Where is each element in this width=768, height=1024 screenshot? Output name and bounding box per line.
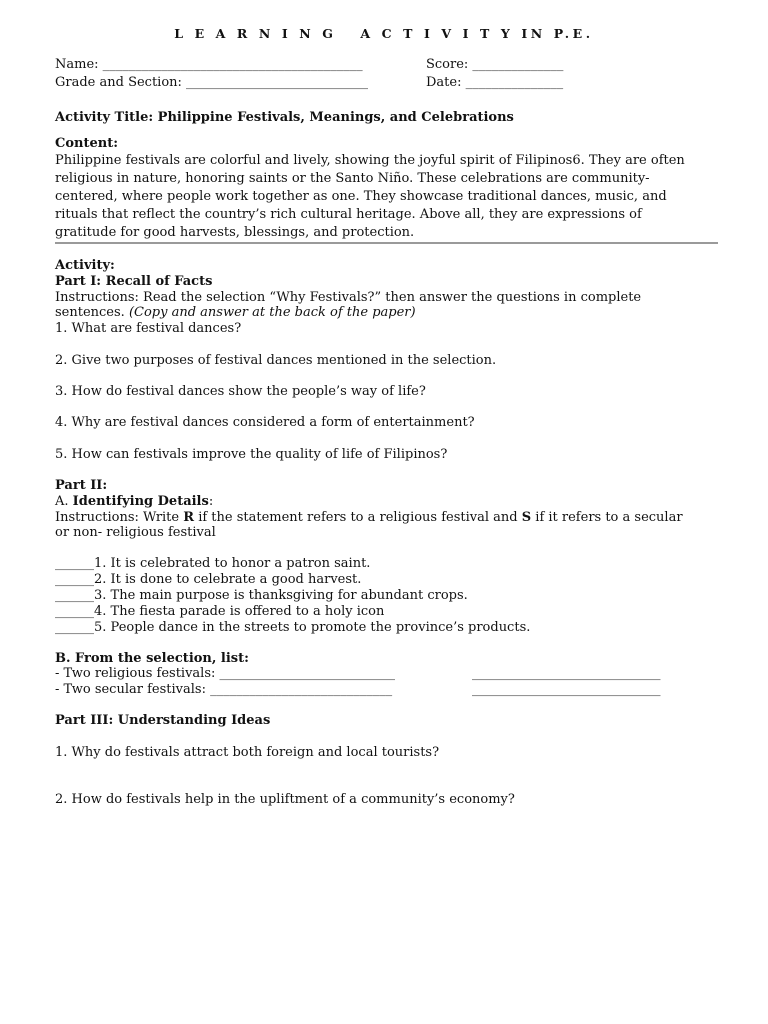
part1-instructions-cont — [55, 305, 416, 321]
content-line: gratitude for good harvests, blessings, and protection. — [55, 225, 415, 240]
part1-instructions: Instructions: Read the selection “Why Festivals?” then answer the questions in complete — [55, 290, 642, 305]
worksheet-title: L E A R N I N G A C T I V I T Y IN P.E. — [174, 26, 594, 41]
part1-question: 4. Why are festival dances considered a form of entertainment? — [55, 415, 475, 430]
part1-question: 5. How can festivals improve the quality of life of Filipinos? — [55, 447, 448, 462]
part2-b-blank: _____________________________ — [472, 666, 661, 681]
part2-b-blank: _____________________________ — [472, 682, 661, 697]
part2-item: ______5. People dance in the streets to promote the province’s products. — [55, 620, 531, 635]
content-line: centered, where people work together as one. They showcase traditional dances, music, and — [55, 189, 667, 204]
part2-item: ______3. The main purpose is thanksgiving for abundant crops. — [55, 588, 468, 603]
part2-a-heading: Identifying Details — [72, 494, 209, 509]
part2-a-prefix: A. — [55, 494, 73, 509]
part2-a-colon: : — [208, 494, 214, 509]
name-field: Name: ________________________________________ — [55, 57, 363, 72]
score-field: Score: ______________ — [426, 57, 564, 72]
part2-item: ______2. It is done to celebrate a good harvest. — [55, 572, 362, 587]
part3-heading: Part III: Understanding Ideas — [55, 713, 271, 728]
part1-question: 2. Give two purposes of festival dances mentioned in the selection. — [55, 353, 497, 368]
part2-instr-text: if the statement refers to a religious festival and — [194, 510, 522, 525]
content-heading: Content: — [55, 136, 119, 151]
part1-instructions-text: sentences. — [55, 305, 129, 320]
part2-instr-s: S — [521, 510, 532, 525]
date-field: Date: _______________ — [426, 75, 564, 90]
part2-instructions — [55, 510, 683, 526]
part2-instructions-cont: or non- religious festival — [55, 525, 216, 540]
part2-instr-text: if it refers to a secular — [531, 510, 683, 525]
content-line: Philippine festivals are colorful and lively, showing the joyful spirit of Filipinos6. They are often — [55, 153, 685, 168]
part2-instr-text: Instructions: Write — [55, 510, 184, 525]
part1-question: 1. What are festival dances? — [55, 321, 242, 336]
part2-instr-r: R — [183, 510, 195, 525]
part2-b-secular: - Two secular festivals: ____________________________ — [55, 682, 393, 697]
part2-item: ______1. It is celebrated to honor a patron saint. — [55, 556, 371, 571]
part3-question: 1. Why do festivals attract both foreign and local tourists? — [55, 745, 440, 760]
part1-instructions-note: (Copy and answer at the back of the paper) — [128, 305, 416, 320]
part2-b-heading: B. From the selection, list: — [55, 651, 249, 666]
part2-item: ______4. The fiesta parade is offered to a holy icon — [55, 604, 385, 619]
part1-heading: Part I: Recall of Facts — [55, 274, 213, 289]
activity-title: Activity Title: Philippine Festivals, Meanings, and Celebrations — [55, 110, 514, 125]
part2-heading: Part II: — [55, 478, 108, 493]
content-line: rituals that reflect the country’s rich cultural heritage. Above all, they are expressions of — [55, 207, 642, 222]
part3-question: 2. How do festivals help in the upliftment of a community’s economy? — [55, 792, 515, 807]
part1-question: 3. How do festival dances show the people’s way of life? — [55, 384, 426, 399]
section-divider — [55, 242, 718, 244]
content-paragraph — [55, 152, 725, 242]
grade-section-field: Grade and Section: ____________________________ — [55, 75, 369, 90]
part2-a-heading-line — [55, 494, 213, 510]
activity-heading: Activity: — [55, 258, 115, 273]
content-line: religious in nature, honoring saints or the Santo Niño. These celebrations are community- — [55, 171, 650, 186]
part2-b-religious: - Two religious festivals: ___________________________ — [55, 666, 396, 681]
